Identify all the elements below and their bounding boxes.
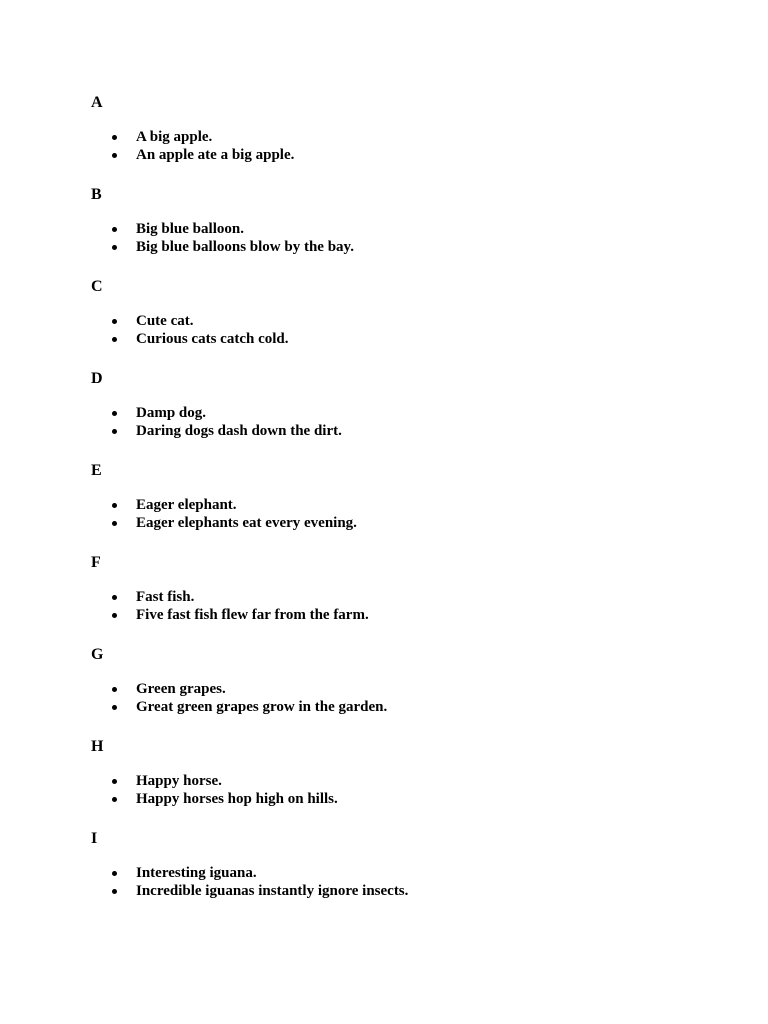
section-heading: A — [91, 94, 103, 111]
list-item — [91, 422, 342, 440]
list-item-text: Big blue balloon. — [136, 221, 244, 237]
list-item — [91, 790, 338, 808]
list-item — [91, 882, 408, 900]
list-item — [91, 404, 342, 422]
bullet-icon — [112, 411, 117, 416]
section-heading: D — [91, 370, 103, 387]
list-item-text: An apple ate a big apple. — [136, 147, 295, 163]
bullet-icon — [112, 153, 117, 158]
bullet-list — [91, 864, 408, 900]
bullet-icon — [112, 797, 117, 802]
section-c — [91, 275, 691, 367]
section-i — [91, 827, 691, 919]
bullet-icon — [112, 227, 117, 232]
bullet-icon — [112, 595, 117, 600]
section-heading: H — [91, 738, 104, 755]
list-item — [91, 146, 294, 164]
list-item — [91, 238, 354, 256]
list-item — [91, 514, 357, 532]
list-item-text: Daring dogs dash down the dirt. — [136, 423, 342, 439]
section-h — [91, 735, 691, 827]
bullet-icon — [112, 429, 117, 434]
list-item — [91, 128, 294, 146]
bullet-icon — [112, 319, 117, 324]
list-item-text: Fast fish. — [136, 589, 195, 605]
bullet-icon — [112, 889, 117, 894]
bullet-icon — [112, 779, 117, 784]
list-item — [91, 698, 387, 716]
list-item — [91, 312, 289, 330]
list-item — [91, 864, 408, 882]
list-item-text: Damp dog. — [136, 405, 207, 421]
list-item-text: Green grapes. — [136, 681, 226, 697]
list-item-text: Happy horse. — [136, 773, 222, 789]
list-item-text: Eager elephants eat every evening. — [136, 515, 357, 531]
list-item-text: Five fast fish flew far from the farm. — [136, 607, 369, 623]
section-heading: G — [91, 646, 104, 663]
bullet-icon — [112, 613, 117, 618]
bullet-icon — [112, 521, 117, 526]
bullet-list — [91, 680, 387, 716]
section-f — [91, 551, 691, 643]
section-a — [91, 91, 691, 183]
bullet-icon — [112, 871, 117, 876]
bullet-icon — [112, 135, 117, 140]
section-heading: B — [91, 186, 102, 203]
list-item — [91, 588, 369, 606]
section-d — [91, 367, 691, 459]
section-e — [91, 459, 691, 551]
list-item-text: Incredible iguanas instantly ignore insects. — [136, 883, 409, 899]
section-heading: F — [91, 554, 101, 571]
list-item-text: Great green grapes grow in the garden. — [136, 699, 388, 715]
bullet-list — [91, 772, 338, 808]
section-heading: C — [91, 278, 103, 295]
list-item — [91, 496, 357, 514]
section-b — [91, 183, 691, 275]
list-item — [91, 330, 289, 348]
list-item-text: A big apple. — [136, 129, 213, 145]
list-item-text: Cute cat. — [136, 313, 194, 329]
bullet-icon — [112, 503, 117, 508]
section-heading: I — [91, 830, 98, 847]
list-item-text: Eager elephant. — [136, 497, 237, 513]
bullet-list — [91, 496, 357, 532]
bullet-icon — [112, 705, 117, 710]
bullet-list — [91, 588, 369, 624]
bullet-icon — [112, 687, 117, 692]
bullet-icon — [112, 337, 117, 342]
list-item-text: Big blue balloons blow by the bay. — [136, 239, 354, 255]
list-item-text: Interesting iguana. — [136, 865, 257, 881]
bullet-list — [91, 220, 354, 256]
list-item-text: Happy horses hop high on hills. — [136, 791, 338, 807]
list-item-text: Curious cats catch cold. — [136, 331, 289, 347]
list-item — [91, 220, 354, 238]
bullet-icon — [112, 245, 117, 250]
bullet-list — [91, 312, 289, 348]
list-item — [91, 680, 387, 698]
document-content — [91, 91, 691, 919]
bullet-list — [91, 128, 294, 164]
list-item — [91, 772, 338, 790]
section-g — [91, 643, 691, 735]
section-heading: E — [91, 462, 102, 479]
list-item — [91, 606, 369, 624]
bullet-list — [91, 404, 342, 440]
